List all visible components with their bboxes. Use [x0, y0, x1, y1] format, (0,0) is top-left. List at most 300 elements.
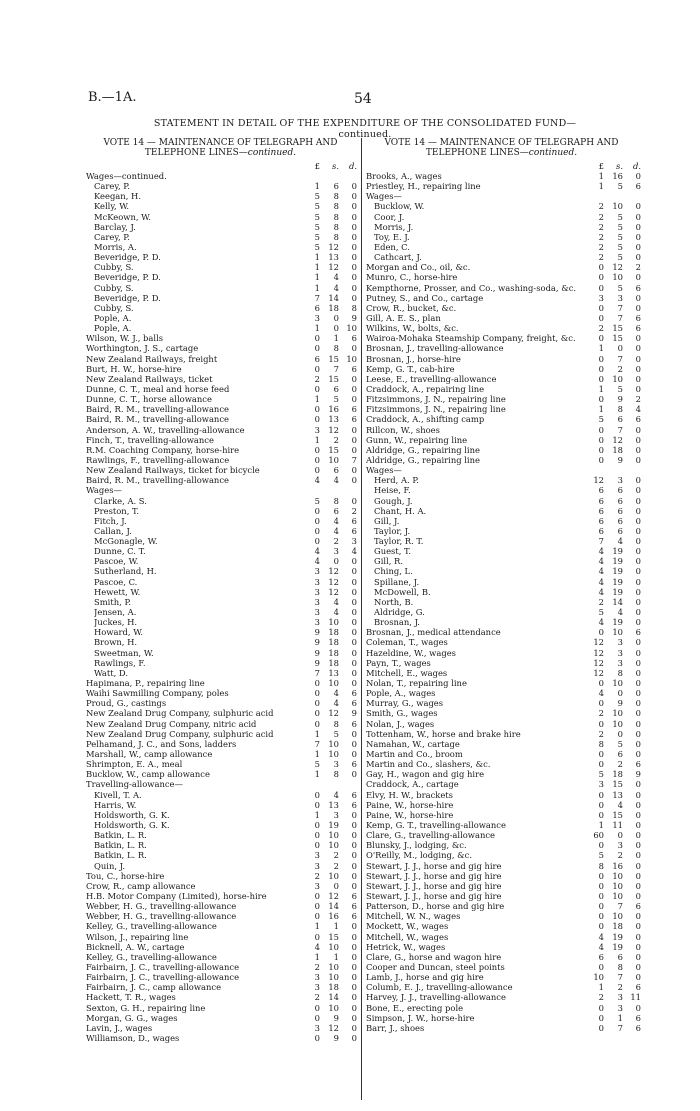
- amount-pounds: 0: [598, 749, 604, 760]
- amount-pence: 0: [635, 840, 641, 851]
- amount-shillings: 10: [328, 749, 339, 760]
- amount-shillings: 10: [612, 627, 623, 638]
- entry-name: New Zealand Drug Company, sulphuric acid: [86, 708, 274, 719]
- amount-pounds: 2: [598, 252, 604, 263]
- ledger-row: [86, 1013, 361, 1023]
- amount-pounds: 7: [598, 536, 604, 547]
- amount-shillings: 12: [328, 566, 339, 577]
- amount-pounds: 5: [314, 211, 320, 222]
- ledger-row: [86, 810, 361, 820]
- ledger-row: [366, 181, 643, 191]
- amount-pounds: 0: [314, 911, 320, 922]
- amount-pounds: 5: [314, 231, 320, 242]
- entry-name: Wilkins, W., bolts, &c.: [366, 323, 459, 334]
- ledger-row: [366, 962, 643, 972]
- entry-name: Coleman, T., wages: [366, 637, 448, 648]
- ledger-row: [366, 343, 643, 353]
- amount-shillings: 10: [328, 738, 339, 749]
- amount-shillings: 12: [328, 241, 339, 252]
- amount-pounds: 0: [314, 890, 320, 901]
- amount-pence: 0: [351, 262, 357, 273]
- amount-pounds: 0: [314, 789, 320, 800]
- ledger-row: [86, 1003, 361, 1013]
- amount-pence: 0: [351, 373, 357, 384]
- ledger-row: [366, 485, 643, 495]
- amount-shillings: 19: [612, 617, 623, 628]
- entry-name: Smith, G., wages: [366, 708, 438, 719]
- amount-pounds: 3: [314, 617, 320, 628]
- entry-name: Baird, R. M., travelling-allowance: [86, 404, 229, 415]
- entry-name: Fairbairn, J. C., travelling-allowance: [86, 972, 240, 983]
- amount-pounds: 1: [314, 262, 320, 273]
- entry-name: Kelly, W.: [94, 201, 130, 212]
- amount-pounds: 5: [598, 414, 604, 425]
- ledger-row: [366, 475, 643, 485]
- amount-pounds: 5: [314, 201, 320, 212]
- ledger-row: [366, 942, 643, 952]
- amount-pence: 0: [351, 667, 357, 678]
- entry-name: Carey, P.: [94, 181, 130, 192]
- entry-name: Barclay, J.: [94, 221, 136, 232]
- shillings-label: s.: [616, 161, 623, 171]
- ledger-row: [366, 678, 643, 688]
- entry-name: Morris, A.: [94, 241, 137, 252]
- entry-name: Juckes, H.: [94, 617, 138, 628]
- entry-name: Cooper and Duncan, steel points: [366, 961, 505, 972]
- amount-shillings: 5: [617, 738, 623, 749]
- entry-name: Proud, G., castings: [86, 698, 167, 709]
- ledger-row: [366, 465, 643, 475]
- amount-shillings: 4: [333, 596, 339, 607]
- amount-pence: 0: [351, 627, 357, 638]
- amount-shillings: 6: [617, 951, 623, 962]
- amount-shillings: 10: [612, 718, 623, 729]
- amount-pounds: 4: [598, 931, 604, 942]
- ledger-row: [86, 800, 361, 810]
- amount-shillings: 3: [333, 809, 339, 820]
- amount-pounds: 3: [314, 607, 320, 618]
- ledger-row: [86, 485, 361, 495]
- ledger-row: [86, 323, 361, 333]
- amount-pounds: 2: [598, 728, 604, 739]
- amount-pence: 0: [635, 718, 641, 729]
- amount-pence: 0: [635, 231, 641, 242]
- ledger-row: [86, 850, 361, 860]
- entry-name: Sexton, G. H., repairing line: [86, 1002, 206, 1013]
- amount-pence: 0: [351, 586, 357, 597]
- entry-name: Martin and Co., slashers, &c.: [366, 759, 491, 770]
- amount-pounds: 1: [314, 181, 320, 192]
- amount-shillings: 0: [333, 312, 339, 323]
- entry-name: Taylor, J.: [374, 525, 411, 536]
- entry-name: Pelhamand, J. C., and Sons, ladders: [86, 738, 237, 749]
- ledger-row: [86, 425, 361, 435]
- right-vote-title: VOTE 14 — MAINTENANCE OF TELEGRAPH AND TELEPHONE LINES—: [384, 138, 619, 158]
- amount-pence: 0: [351, 191, 357, 202]
- amount-pounds: 2: [314, 870, 320, 881]
- entry-name: Taylor, R. T.: [374, 536, 424, 547]
- amount-pounds: 0: [314, 536, 320, 547]
- ledger-row: [86, 333, 361, 343]
- entry-name: Patterson, D., horse and gig hire: [366, 901, 505, 912]
- amount-pounds: 4: [598, 576, 604, 587]
- amount-shillings: 8: [333, 211, 339, 222]
- amount-shillings: 5: [617, 221, 623, 232]
- ledger-row: [86, 222, 361, 232]
- entry-name: Watt, D.: [94, 667, 129, 678]
- amount-pounds: 60: [593, 830, 604, 841]
- ledger-row: [366, 313, 643, 323]
- entry-name: Brosnan, J., medical attendance: [366, 627, 501, 638]
- entry-name: Cubby, S.: [94, 282, 134, 293]
- amount-shillings: 2: [617, 759, 623, 770]
- amount-shillings: 12: [328, 586, 339, 597]
- amount-shillings: 5: [617, 282, 623, 293]
- ledger-row: [86, 840, 361, 850]
- amount-pounds: 6: [598, 951, 604, 962]
- amount-pence: 0: [635, 302, 641, 313]
- amount-shillings: 7: [617, 353, 623, 364]
- entry-name: Bucklow, W., camp allowance: [86, 769, 210, 780]
- amount-pence: 0: [351, 465, 357, 476]
- entry-name: Wilson, J., repairing line: [86, 931, 189, 942]
- ledger-row: [366, 526, 643, 536]
- amount-shillings: 15: [328, 353, 339, 364]
- ledger-row: [86, 871, 361, 881]
- amount-shillings: 12: [328, 1022, 339, 1033]
- amount-shillings: 9: [617, 454, 623, 465]
- amount-pounds: 0: [314, 363, 320, 374]
- ledger-row: [86, 790, 361, 800]
- entry-name: Gill, A. E. S., plan: [366, 312, 441, 323]
- amount-shillings: 7: [617, 1022, 623, 1033]
- amount-shillings: 10: [328, 830, 339, 841]
- entry-name: McKeown, W.: [94, 211, 151, 222]
- amount-pence: 6: [635, 627, 641, 638]
- ledger-row: [366, 729, 643, 739]
- entry-name: Munro, C., horse-hire: [366, 272, 458, 283]
- ledger-row: [366, 719, 643, 729]
- amount-shillings: 4: [617, 536, 623, 547]
- amount-pence: 0: [351, 749, 357, 760]
- amount-pence: 0: [635, 951, 641, 962]
- entry-name: Baird, R. M., travelling-allowance: [86, 475, 229, 486]
- amount-pence: 6: [635, 759, 641, 770]
- amount-shillings: 3: [333, 546, 339, 557]
- entry-name: Morgan and Co., oil, &c.: [366, 262, 471, 273]
- amount-pounds: 0: [314, 830, 320, 841]
- amount-pounds: 0: [598, 434, 604, 445]
- amount-shillings: 3: [617, 840, 623, 851]
- amount-pence: 0: [635, 424, 641, 435]
- amount-shillings: 18: [612, 444, 623, 455]
- amount-pence: 0: [351, 637, 357, 648]
- left-vote-heading: [86, 138, 361, 158]
- amount-shillings: 14: [328, 901, 339, 912]
- amount-pounds: 4: [598, 617, 604, 628]
- amount-shillings: 3: [617, 657, 623, 668]
- amount-pounds: 0: [314, 678, 320, 689]
- amount-pence: 0: [351, 1012, 357, 1023]
- entry-name: Putney, S., and Co., cartage: [366, 292, 484, 303]
- amount-shillings: 2: [333, 434, 339, 445]
- entry-name: Holdsworth, G. K.: [94, 809, 170, 820]
- amount-pounds: 9: [314, 657, 320, 668]
- amount-pounds: 12: [593, 475, 604, 486]
- entry-name: Blunsky, J., lodging, &c.: [366, 840, 467, 851]
- ledger-row: [86, 637, 361, 647]
- right-currency-header: [366, 161, 643, 171]
- ledger-row: [366, 364, 643, 374]
- amount-shillings: 1: [617, 1012, 623, 1023]
- amount-shillings: 8: [333, 769, 339, 780]
- amount-shillings: 6: [617, 525, 623, 536]
- amount-shillings: 18: [612, 921, 623, 932]
- entry-name: Guest, T.: [374, 546, 412, 557]
- ledger-row: [366, 921, 643, 931]
- amount-pounds: 6: [598, 485, 604, 496]
- ledger-row: [366, 708, 643, 718]
- entry-name: Preston, T.: [94, 505, 140, 516]
- amount-shillings: 4: [617, 799, 623, 810]
- amount-pence: 0: [635, 647, 641, 658]
- pence-label: d.: [632, 161, 641, 171]
- amount-pounds: 3: [314, 880, 320, 891]
- amount-shillings: 12: [328, 262, 339, 273]
- amount-pence: 0: [351, 495, 357, 506]
- amount-pence: 0: [351, 424, 357, 435]
- amount-pence: 0: [351, 282, 357, 293]
- amount-shillings: 18: [328, 982, 339, 993]
- entry-name: Stewart, J. J., horse and gig hire: [366, 860, 502, 871]
- ledger-row: [86, 546, 361, 556]
- amount-pence: 0: [351, 961, 357, 972]
- amount-pence: 2: [635, 262, 641, 273]
- amount-shillings: 10: [328, 1002, 339, 1013]
- entry-name: Sutherland, H.: [94, 566, 157, 577]
- ledger-row: [366, 425, 643, 435]
- amount-pence: 6: [351, 789, 357, 800]
- amount-pence: 0: [351, 738, 357, 749]
- amount-shillings: 10: [612, 880, 623, 891]
- amount-pounds: 1: [598, 181, 604, 192]
- entry-name: Barr, J., shoes: [366, 1022, 425, 1033]
- amount-shillings: 9: [617, 698, 623, 709]
- amount-shillings: 3: [617, 992, 623, 1003]
- amount-pounds: 4: [314, 556, 320, 567]
- amount-pounds: 3: [598, 779, 604, 790]
- amount-pounds: 5: [598, 607, 604, 618]
- ledger-row: [86, 201, 361, 211]
- amount-pounds: 0: [598, 1012, 604, 1023]
- ledger-row: [86, 475, 361, 485]
- ledger-row: [366, 658, 643, 668]
- amount-pence: 0: [351, 394, 357, 405]
- amount-shillings: 7: [617, 312, 623, 323]
- amount-pounds: 4: [598, 546, 604, 557]
- ledger-row: [366, 252, 643, 262]
- amount-pence: 0: [351, 728, 357, 739]
- entry-name: Burt, H. W., horse-hire: [86, 363, 182, 374]
- amount-pounds: 0: [314, 1002, 320, 1013]
- ledger-row: [366, 455, 643, 465]
- amount-shillings: 19: [612, 586, 623, 597]
- amount-shillings: 10: [612, 708, 623, 719]
- amount-pence: 0: [351, 657, 357, 668]
- ledger-row: [86, 901, 361, 911]
- entry-name: Rawlings, F., travelling-allowance: [86, 454, 230, 465]
- ledger-row: [366, 404, 643, 414]
- amount-pence: 0: [635, 546, 641, 557]
- amount-shillings: 19: [328, 820, 339, 830]
- entry-name: Wages—: [366, 465, 402, 476]
- ledger-row: [86, 404, 361, 414]
- entry-name: Fairbairn, J. C., travelling-allowance: [86, 961, 240, 972]
- amount-shillings: 6: [333, 181, 339, 192]
- amount-pence: 6: [351, 414, 357, 425]
- ledger-row: [366, 688, 643, 698]
- entry-name: Heise, F.: [374, 485, 411, 496]
- ledger-row: [86, 232, 361, 242]
- ledger-row: [366, 779, 643, 789]
- amount-shillings: 19: [612, 556, 623, 567]
- amount-shillings: 3: [617, 647, 623, 658]
- amount-shillings: 5: [617, 383, 623, 394]
- amount-shillings: 3: [333, 759, 339, 770]
- amount-pence: 0: [351, 860, 357, 871]
- entry-name: Stewart, J. J., horse and gig hire: [366, 880, 502, 891]
- entry-name: McGonagle, W.: [94, 536, 158, 547]
- entry-name: Gill, J.: [374, 515, 400, 526]
- amount-pence: 0: [635, 566, 641, 577]
- amount-pounds: 4: [314, 941, 320, 952]
- entry-name: Pople, A.: [94, 312, 132, 323]
- entry-name: Pascoe, C.: [94, 576, 138, 587]
- entry-name: O'Reilly, M., lodging, &c.: [366, 850, 472, 861]
- amount-pence: 0: [351, 231, 357, 242]
- amount-shillings: 2: [333, 850, 339, 861]
- entry-name: Keegan, H.: [94, 191, 141, 202]
- left-vote-continued: continued.: [247, 148, 297, 158]
- amount-pounds: 0: [314, 515, 320, 526]
- amount-pence: 0: [635, 363, 641, 374]
- ledger-row: [86, 688, 361, 698]
- amount-pounds: 1: [314, 252, 320, 263]
- amount-pounds: 2: [598, 241, 604, 252]
- entry-name: Mitchell, W., wages: [366, 931, 449, 942]
- ledger-row: [86, 708, 361, 718]
- amount-pence: 0: [351, 769, 357, 780]
- amount-pounds: 0: [314, 454, 320, 465]
- entry-name: New Zealand Drug Company, sulphuric acid: [86, 728, 274, 739]
- ledger-row: [366, 333, 643, 343]
- amount-pence: 0: [635, 586, 641, 597]
- ledger-row: [366, 790, 643, 800]
- amount-pounds: 5: [314, 241, 320, 252]
- amount-pence: 0: [351, 343, 357, 354]
- amount-pence: 0: [635, 961, 641, 972]
- ledger-row: [86, 668, 361, 678]
- ledger-row: [366, 1003, 643, 1013]
- entry-name: Kelley, G., travelling-allowance: [86, 921, 217, 932]
- ledger-row: [86, 739, 361, 749]
- amount-pence: 0: [351, 941, 357, 952]
- entry-name: H.B. Motor Company (Limited), horse-hire: [86, 890, 267, 901]
- amount-pence: 0: [635, 890, 641, 901]
- amount-pence: 0: [351, 272, 357, 283]
- amount-shillings: 0: [617, 343, 623, 354]
- amount-pounds: 0: [598, 394, 604, 405]
- ledger-row: [366, 932, 643, 942]
- amount-pence: 9: [351, 708, 357, 719]
- amount-pence: 0: [635, 860, 641, 871]
- amount-pence: 0: [635, 1002, 641, 1013]
- ledger-row: [86, 191, 361, 201]
- entry-name: Anderson, A. W., travelling-allowance: [86, 424, 245, 435]
- amount-shillings: 18: [328, 637, 339, 648]
- entry-name: Fitzsimmons, J. N., repairing line: [366, 404, 506, 415]
- entry-name: Baird, R. M., travelling-allowance: [86, 414, 229, 425]
- amount-pence: 0: [635, 556, 641, 567]
- amount-pence: 0: [635, 383, 641, 394]
- amount-pence: 0: [635, 211, 641, 222]
- amount-pounds: 1: [598, 982, 604, 993]
- amount-pounds: 1: [314, 272, 320, 283]
- ledger-row: [366, 952, 643, 962]
- entry-name: Leese, E., travelling-allowance: [366, 373, 497, 384]
- amount-pounds: 4: [598, 586, 604, 597]
- amount-pounds: 3: [314, 566, 320, 577]
- amount-shillings: 19: [612, 931, 623, 942]
- amount-pounds: 1: [314, 434, 320, 445]
- ledger-row: [86, 921, 361, 931]
- amount-pence: 4: [351, 546, 357, 557]
- entry-name: New Zealand Drug Company, nitric acid: [86, 718, 257, 729]
- ledger-row: [86, 830, 361, 840]
- amount-pence: 6: [635, 414, 641, 425]
- ledger-row: [366, 759, 643, 769]
- amount-pounds: 4: [598, 556, 604, 567]
- amount-pounds: 2: [598, 201, 604, 212]
- amount-pounds: 1: [598, 820, 604, 830]
- amount-shillings: 16: [612, 860, 623, 871]
- amount-shillings: 6: [617, 485, 623, 496]
- amount-pence: 0: [351, 982, 357, 993]
- amount-pence: 0: [635, 241, 641, 252]
- ledger-row: [366, 272, 643, 282]
- amount-pence: 0: [635, 921, 641, 932]
- entry-name: Wages—: [366, 191, 402, 202]
- entry-name: Mockett, W., wages: [366, 921, 449, 932]
- amount-pounds: 12: [593, 637, 604, 648]
- amount-pence: 6: [351, 404, 357, 415]
- amount-shillings: 2: [617, 982, 623, 993]
- amount-pounds: 0: [314, 333, 320, 344]
- amount-pounds: 0: [314, 343, 320, 354]
- amount-pence: 0: [635, 830, 641, 841]
- amount-shillings: 10: [612, 678, 623, 689]
- entry-name: Aldridge, G., repairing line: [366, 454, 480, 465]
- ledger-row: [366, 546, 643, 556]
- amount-pence: 2: [635, 394, 641, 405]
- ledger-row: [366, 668, 643, 678]
- amount-pounds: 1: [314, 323, 320, 334]
- amount-shillings: 6: [333, 465, 339, 476]
- amount-pence: 0: [351, 201, 357, 212]
- entry-name: Priestley, H., repairing line: [366, 181, 481, 192]
- amount-pounds: 1: [598, 383, 604, 394]
- entry-name: Columb, E. J., travelling-allowance: [366, 982, 513, 993]
